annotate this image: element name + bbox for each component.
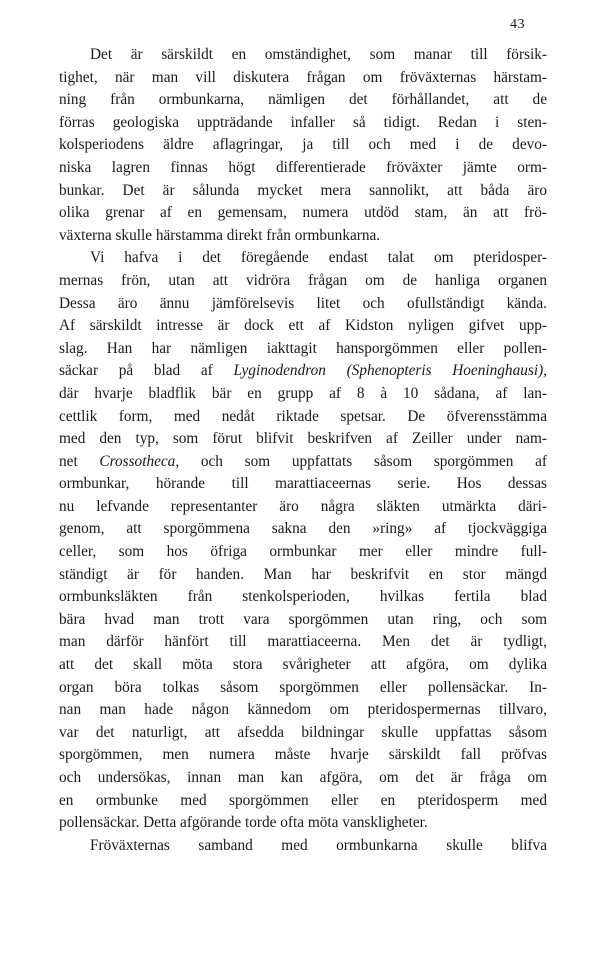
- text-line: där hvarje bladflik bär en grupp af 8 à 10 sådana, af lan-: [59, 384, 547, 402]
- text-line: Det är särskildt en omständighet, som manar till försik-: [90, 46, 547, 63]
- text-line: man därför hänfört till marattiaceerna. Men det är tydligt,: [59, 633, 547, 651]
- text-line: växterna skulle härstamma direkt från ormbunkarna.: [59, 226, 381, 244]
- text-line: var det naturligt, att afsedda bildningar skulle uppfattas såsom: [59, 723, 547, 741]
- text-line: bunkar. Det är sålunda mycket mera sannolikt, att båda äro: [59, 181, 547, 199]
- text-line: celler, som hos öfriga ormbunkar mer eller mindre full-: [59, 543, 547, 561]
- text-line: Dessa äro ännu jämförelsevis litet och ofullständigt kända.: [59, 294, 547, 312]
- text-line: genom, att sporgömmena sakna den »ring» af tjockväggiga: [59, 520, 547, 538]
- text-line: att det skall möta stora svårigheter att afgöra, om dylika: [59, 656, 547, 674]
- text-line: bära hvad man trott vara sporgömmen utan ring, och som: [59, 610, 547, 628]
- text-line: [59, 360, 547, 383]
- body-text: [59, 44, 547, 857]
- text-line: [59, 451, 547, 474]
- text-line: pollensäckar. Detta afgörande torde ofta möta vanskligheter.: [59, 814, 428, 832]
- text-segment: net: [59, 452, 100, 470]
- text-segment: och som uppfattats såsom sporgömmen af: [179, 452, 548, 470]
- text-line: nu lefvande representanter äro några släkten utmärkta däri-: [59, 497, 547, 515]
- text-line: olika grenar af en gemensam, numera utdöd stam, än att frö-: [59, 204, 547, 222]
- text-line: med den typ, som förut blifvit beskrifven af Zeiller under nam-: [59, 430, 547, 448]
- text-line: kolsperiodens äldre aflagringar, ja till och med i de devo-: [59, 136, 547, 154]
- text-line: sporgömmen, men numera måste hvarje särskildt fall pröfvas: [59, 746, 547, 764]
- text-segment: säckar på blad af: [59, 362, 234, 380]
- italic-segment: Crossotheca,: [99, 452, 180, 470]
- text-line: ständigt är för handen. Man har beskrifvit en stor mängd: [59, 565, 547, 583]
- text-line: cettlik form, med nedåt riktade spetsar. De öfverensstämma: [59, 407, 547, 425]
- text-line: ning från ormbunkarna, nämligen det förhållandet, att de: [59, 91, 547, 109]
- text-line: organ böra tolkas såsom sporgömmen eller pollensäckar. In-: [59, 678, 547, 696]
- text-line: nan man hade någon kännedom om pteridospermernas tillvaro,: [59, 701, 547, 719]
- text-line: ormbunksläkten från stenkolsperioden, hvilkas fertila blad: [59, 588, 547, 606]
- text-line: tighet, när man vill diskutera frågan om fröväxternas härstam-: [59, 68, 547, 86]
- text-line: niska lagren finnas högt differentierade fröväxter jämte orm-: [59, 158, 547, 176]
- text-line: en ormbunke med sporgömmen eller en pteridosperm med: [59, 791, 547, 809]
- text-line: mernas frön, utan att vidröra frågan om de hanliga organen: [59, 271, 547, 289]
- text-line: och undersökas, innan man kan afgöra, om det är fråga om: [59, 769, 547, 786]
- italic-segment: Lyginodendron (Sphenopteris Hoeninghausi),: [233, 362, 547, 380]
- text-line: Fröväxternas samband med ormbunkarna skulle blifva: [90, 836, 547, 854]
- page-number: 43: [510, 17, 525, 32]
- text-line: Af särskildt intresse är dock ett af Kidston nyligen gifvet upp-: [59, 317, 547, 335]
- text-line: slag. Han har nämligen iakttagit hansporgömmen eller pollen-: [59, 339, 547, 357]
- text-line: Vi hafva i det föregående endast talat om pteridosper-: [90, 249, 547, 267]
- text-line: ormbunkar, hörande till marattiaceernas serie. Hos dessas: [59, 475, 547, 493]
- text-line: förras geologiska uppträdande infaller så tidigt. Redan i sten-: [59, 113, 547, 131]
